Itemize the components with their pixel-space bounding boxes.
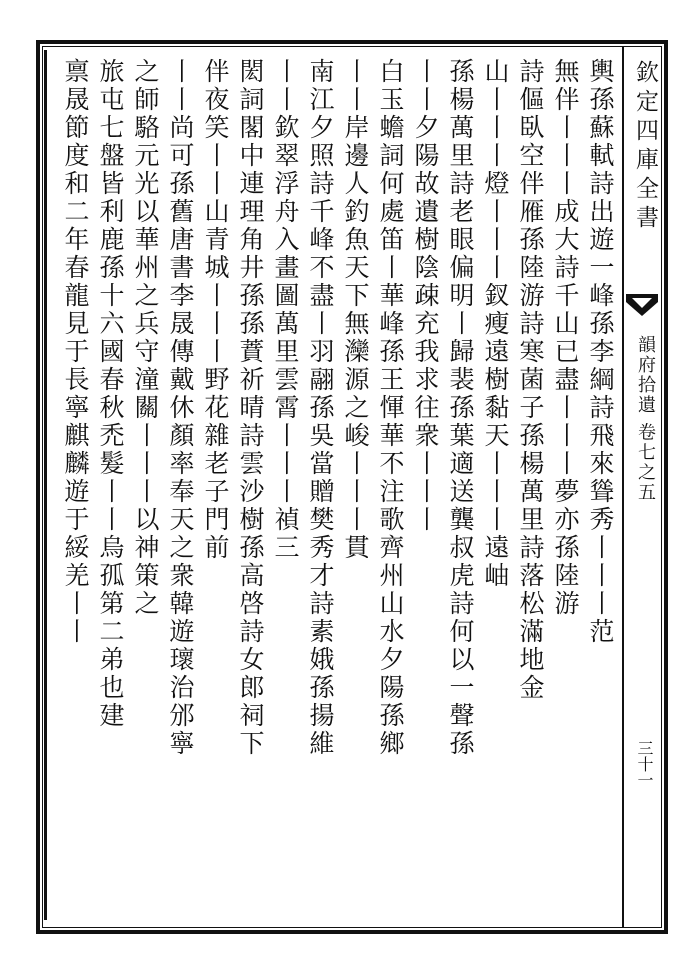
text-column: 無伴丨丨丨成大詩千山已盡丨丨丨夢亦孫陸游 <box>551 58 580 618</box>
text-column: 丨丨夕陽故遺樹陰疎充我求往衆丨丨丨 <box>411 58 440 534</box>
book-title: 欽定四庫全書 <box>632 60 658 234</box>
text-column: 詩傴臥空伴雁孫陸游詩寒菌子孫楊萬里詩落松滿地金 <box>516 58 545 702</box>
page-number: 三十一 <box>635 740 654 788</box>
text-column: 丨丨尚可孫舊唐書李晟傳戴休顏率奉天之衆韓遊瓌治邠寧 <box>166 58 195 758</box>
text-column: 之師駱元光以華州之兵守潼關丨丨丨以神策之 <box>131 58 160 618</box>
text-column: 輿孫蘇軾詩出遊一峰孫李綱詩飛來聳秀丨丨丨范 <box>586 58 615 646</box>
text-column: 丨丨欽翠浮舟入畫圖萬里雲霄丨丨丨禎三 <box>271 58 300 562</box>
fish-tail-mark-icon <box>624 292 660 318</box>
text-column: 山丨丨丨燈丨丨丨釵瘦遠樹黏天丨丨丨遠岫 <box>481 58 510 590</box>
volume-label: 韻府拾遺 卷七之五 <box>635 335 656 503</box>
text-column: 禀晟節度和二年春龍見于長寧麒麟遊于綏羌丨丨 <box>61 58 90 646</box>
text-column: 孫楊萬里詩老眼偏明丨歸裴孫葉適送龔叔虎詩何以一聲孫 <box>446 58 475 758</box>
text-column: 伴夜笑丨丨山青城丨丨丨野花雜老子門前 <box>201 58 230 562</box>
left-border-rule <box>44 50 47 920</box>
text-body <box>60 58 620 918</box>
text-column: 白玉蟾詞何處笛丨華峰孫王惲華不注歌齊州山水夕陽孫鄉 <box>376 58 405 758</box>
text-column: 南江夕照詩千峰不盡丨羽翮孫吳當贈樊秀才詩素娥孫揚維 <box>306 58 335 758</box>
text-column: 丨丨岸邊人釣魚天下無灤源之峻丨丨丨貫 <box>341 58 370 562</box>
text-column: 旅屯七盤皆利鹿孫十六國春秋禿髮丨丨烏孤第二弟也建 <box>96 58 125 730</box>
text-column: 閎詞閣中連理角井孫孫蕡祈晴詩雲沙樹孫高啓詩女郎祠下 <box>236 58 265 758</box>
